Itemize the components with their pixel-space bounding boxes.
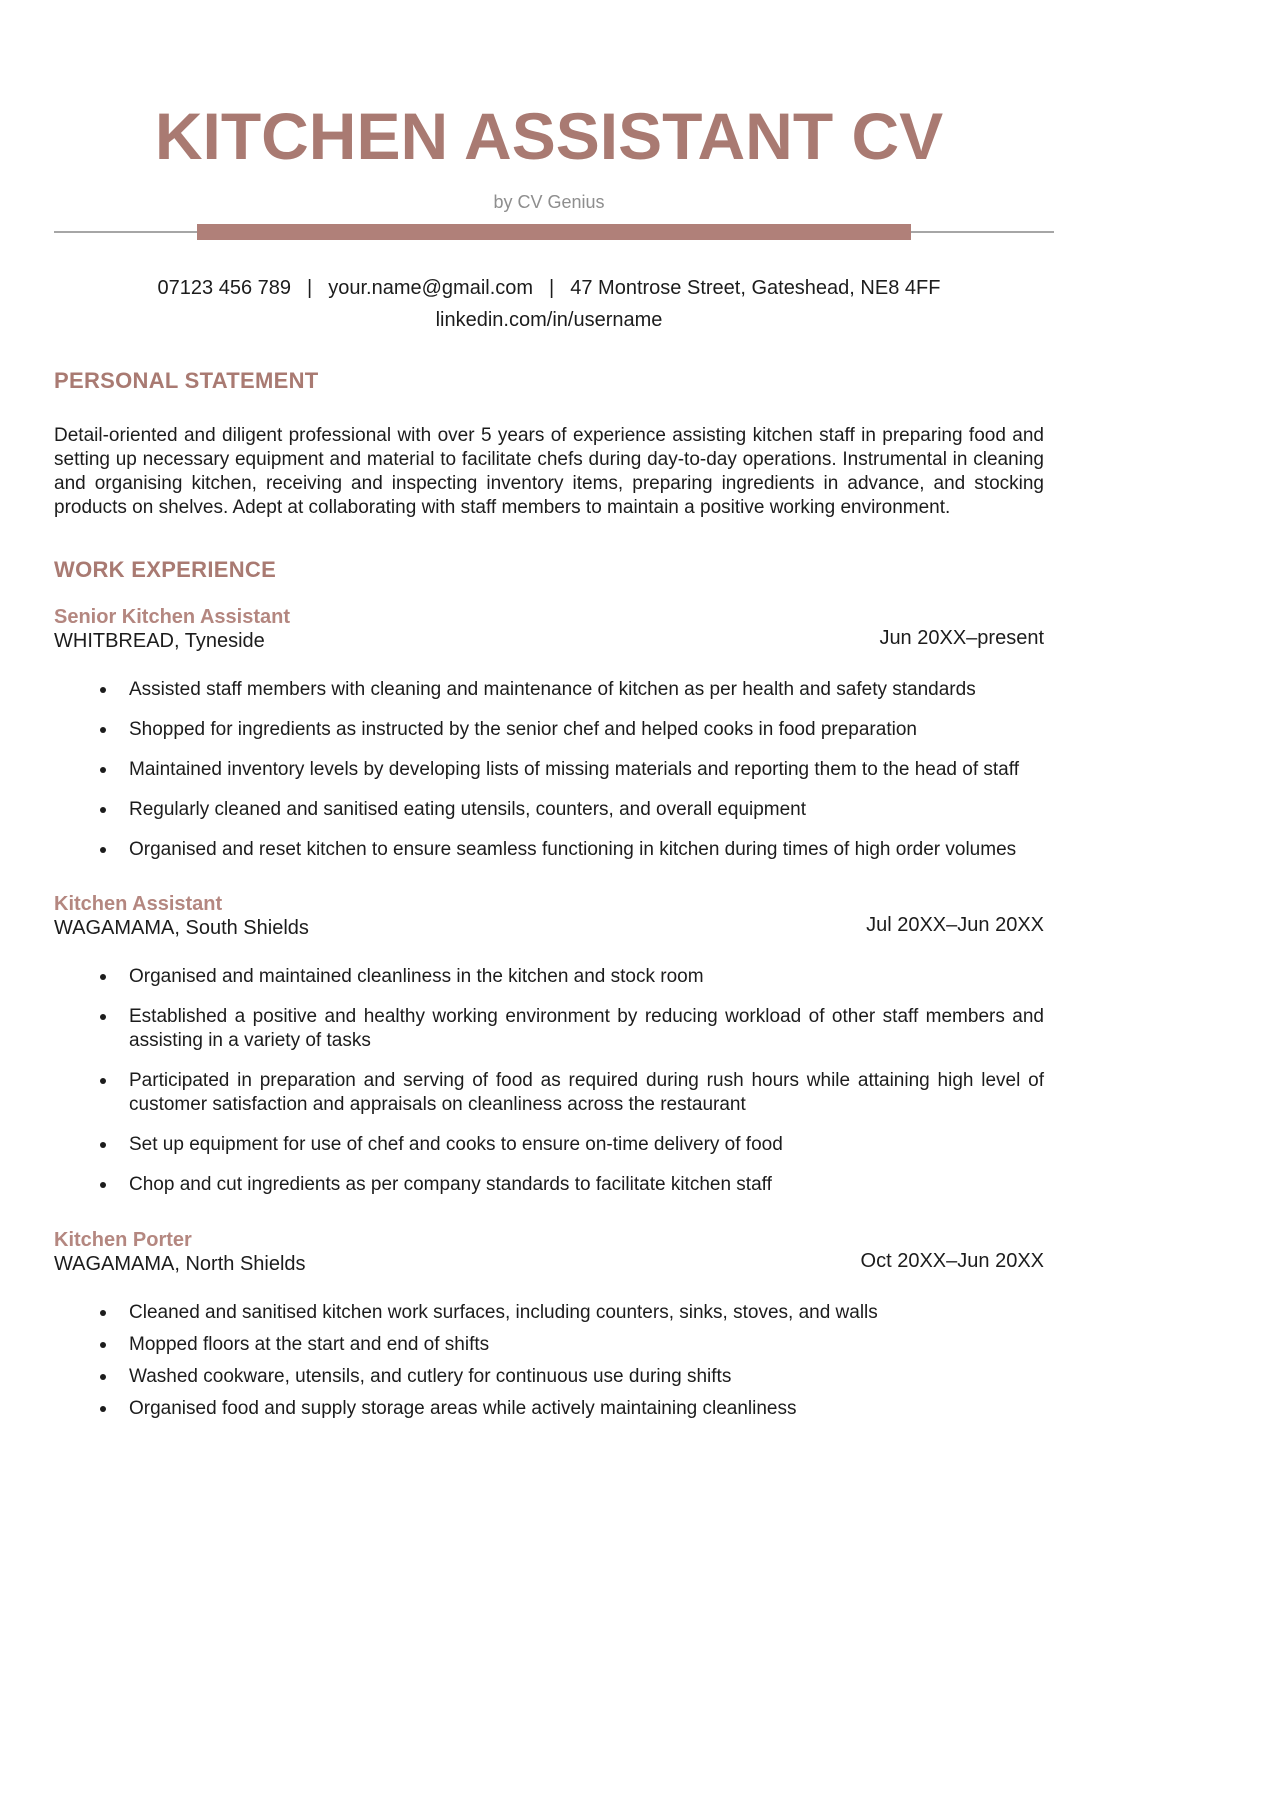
- contact-separator: |: [307, 277, 313, 299]
- bullet-item: Participated in preparation and serving of food as required during rush hours while attaining high level of customer satisfaction and appraisals on cleanliness across the restaurant: [54, 1069, 1044, 1117]
- contact-separator: |: [549, 277, 555, 299]
- contact-line-1: [54, 272, 1044, 304]
- bullet-item: Cleaned and sanitised kitchen work surfaces, including counters, sinks, stoves, and walls: [54, 1301, 1044, 1325]
- bullet-item: Organised and maintained cleanliness in the kitchen and stock room: [54, 965, 1044, 989]
- phone-number: 07123 456 789: [157, 277, 292, 299]
- contact-info: [54, 272, 1044, 336]
- accent-bar: [197, 224, 911, 240]
- job-title: Senior Kitchen Assistant: [54, 606, 290, 628]
- email-address: your.name@gmail.com: [328, 277, 534, 299]
- bullet-item: Chop and cut ingredients as per company standards to facilitate kitchen staff: [54, 1173, 1044, 1197]
- job-bullet-list: [54, 1301, 1044, 1421]
- bullet-item: Organised and reset kitchen to ensure seamless functioning in kitchen during times of high order volumes: [54, 838, 1044, 862]
- page-title: KITCHEN ASSISTANT CV: [154, 99, 944, 173]
- personal-statement-text: Detail-oriented and diligent professional with over 5 years of experience assisting kitchen staff in preparing food and setting up necessary equipment and material to facilitate chefs during day-to-day operations. Instrumental in cleaning and organising kitchen, receiving and inspecting inventory items, preparing ingredients in advance, and stocking products on shelves. Adept at collaborating with staff members to maintain a positive working environment.: [54, 425, 1044, 518]
- bullet-item: Regularly cleaned and sanitised eating utensils, counters, and overall equipment: [54, 798, 1044, 822]
- job-title: Kitchen Assistant: [54, 893, 223, 915]
- linkedin-url: linkedin.com/in/username: [435, 309, 663, 331]
- job-dates: Oct 20XX–Jun 20XX: [860, 1250, 1044, 1272]
- job-dates: Jul 20XX–Jun 20XX: [866, 914, 1044, 936]
- street-address: 47 Montrose Street, Gateshead, NE8 4FF: [570, 277, 941, 299]
- job-bullet-list: [54, 678, 1044, 862]
- job-title-company: [54, 892, 309, 940]
- job-title: Kitchen Porter: [54, 1229, 192, 1251]
- job-title-company: [54, 1228, 306, 1276]
- bullet-item: Established a positive and healthy working environment by reducing workload of other staff members and assisting in a variety of tasks: [54, 1005, 1044, 1053]
- bullet-item: Organised food and supply storage areas while actively maintaining cleanliness: [54, 1397, 1044, 1421]
- job-company: WAGAMAMA, North Shields: [54, 1253, 306, 1275]
- bullet-item: Mopped floors at the start and end of shifts: [54, 1333, 1044, 1357]
- job-company: WAGAMAMA, South Shields: [54, 917, 309, 939]
- job-header: [54, 892, 1044, 940]
- bullet-item: Maintained inventory levels by developing lists of missing materials and reporting them to the head of staff: [54, 758, 1044, 782]
- byline: by CV Genius: [493, 192, 605, 212]
- job-header: [54, 605, 1044, 653]
- job-header: [54, 1228, 1044, 1276]
- personal-statement-heading: PERSONAL STATEMENT: [54, 368, 319, 393]
- bullet-item: Assisted staff members with cleaning and maintenance of kitchen as per health and safety standards: [54, 678, 1044, 702]
- job-title-company: [54, 605, 290, 653]
- job-bullet-list: [54, 965, 1044, 1197]
- header-divider: [54, 224, 1044, 240]
- bullet-item: Washed cookware, utensils, and cutlery for continuous use during shifts: [54, 1365, 1044, 1389]
- bullet-item: Shopped for ingredients as instructed by the senior chef and helped cooks in food preparation: [54, 718, 1044, 742]
- bullet-item: Set up equipment for use of chef and cooks to ensure on-time delivery of food: [54, 1133, 1044, 1157]
- work-experience-heading: WORK EXPERIENCE: [54, 557, 277, 582]
- contact-line-2: [54, 304, 1044, 336]
- job-dates: Jun 20XX–present: [879, 627, 1044, 649]
- job-company: WHITBREAD, Tyneside: [54, 630, 265, 652]
